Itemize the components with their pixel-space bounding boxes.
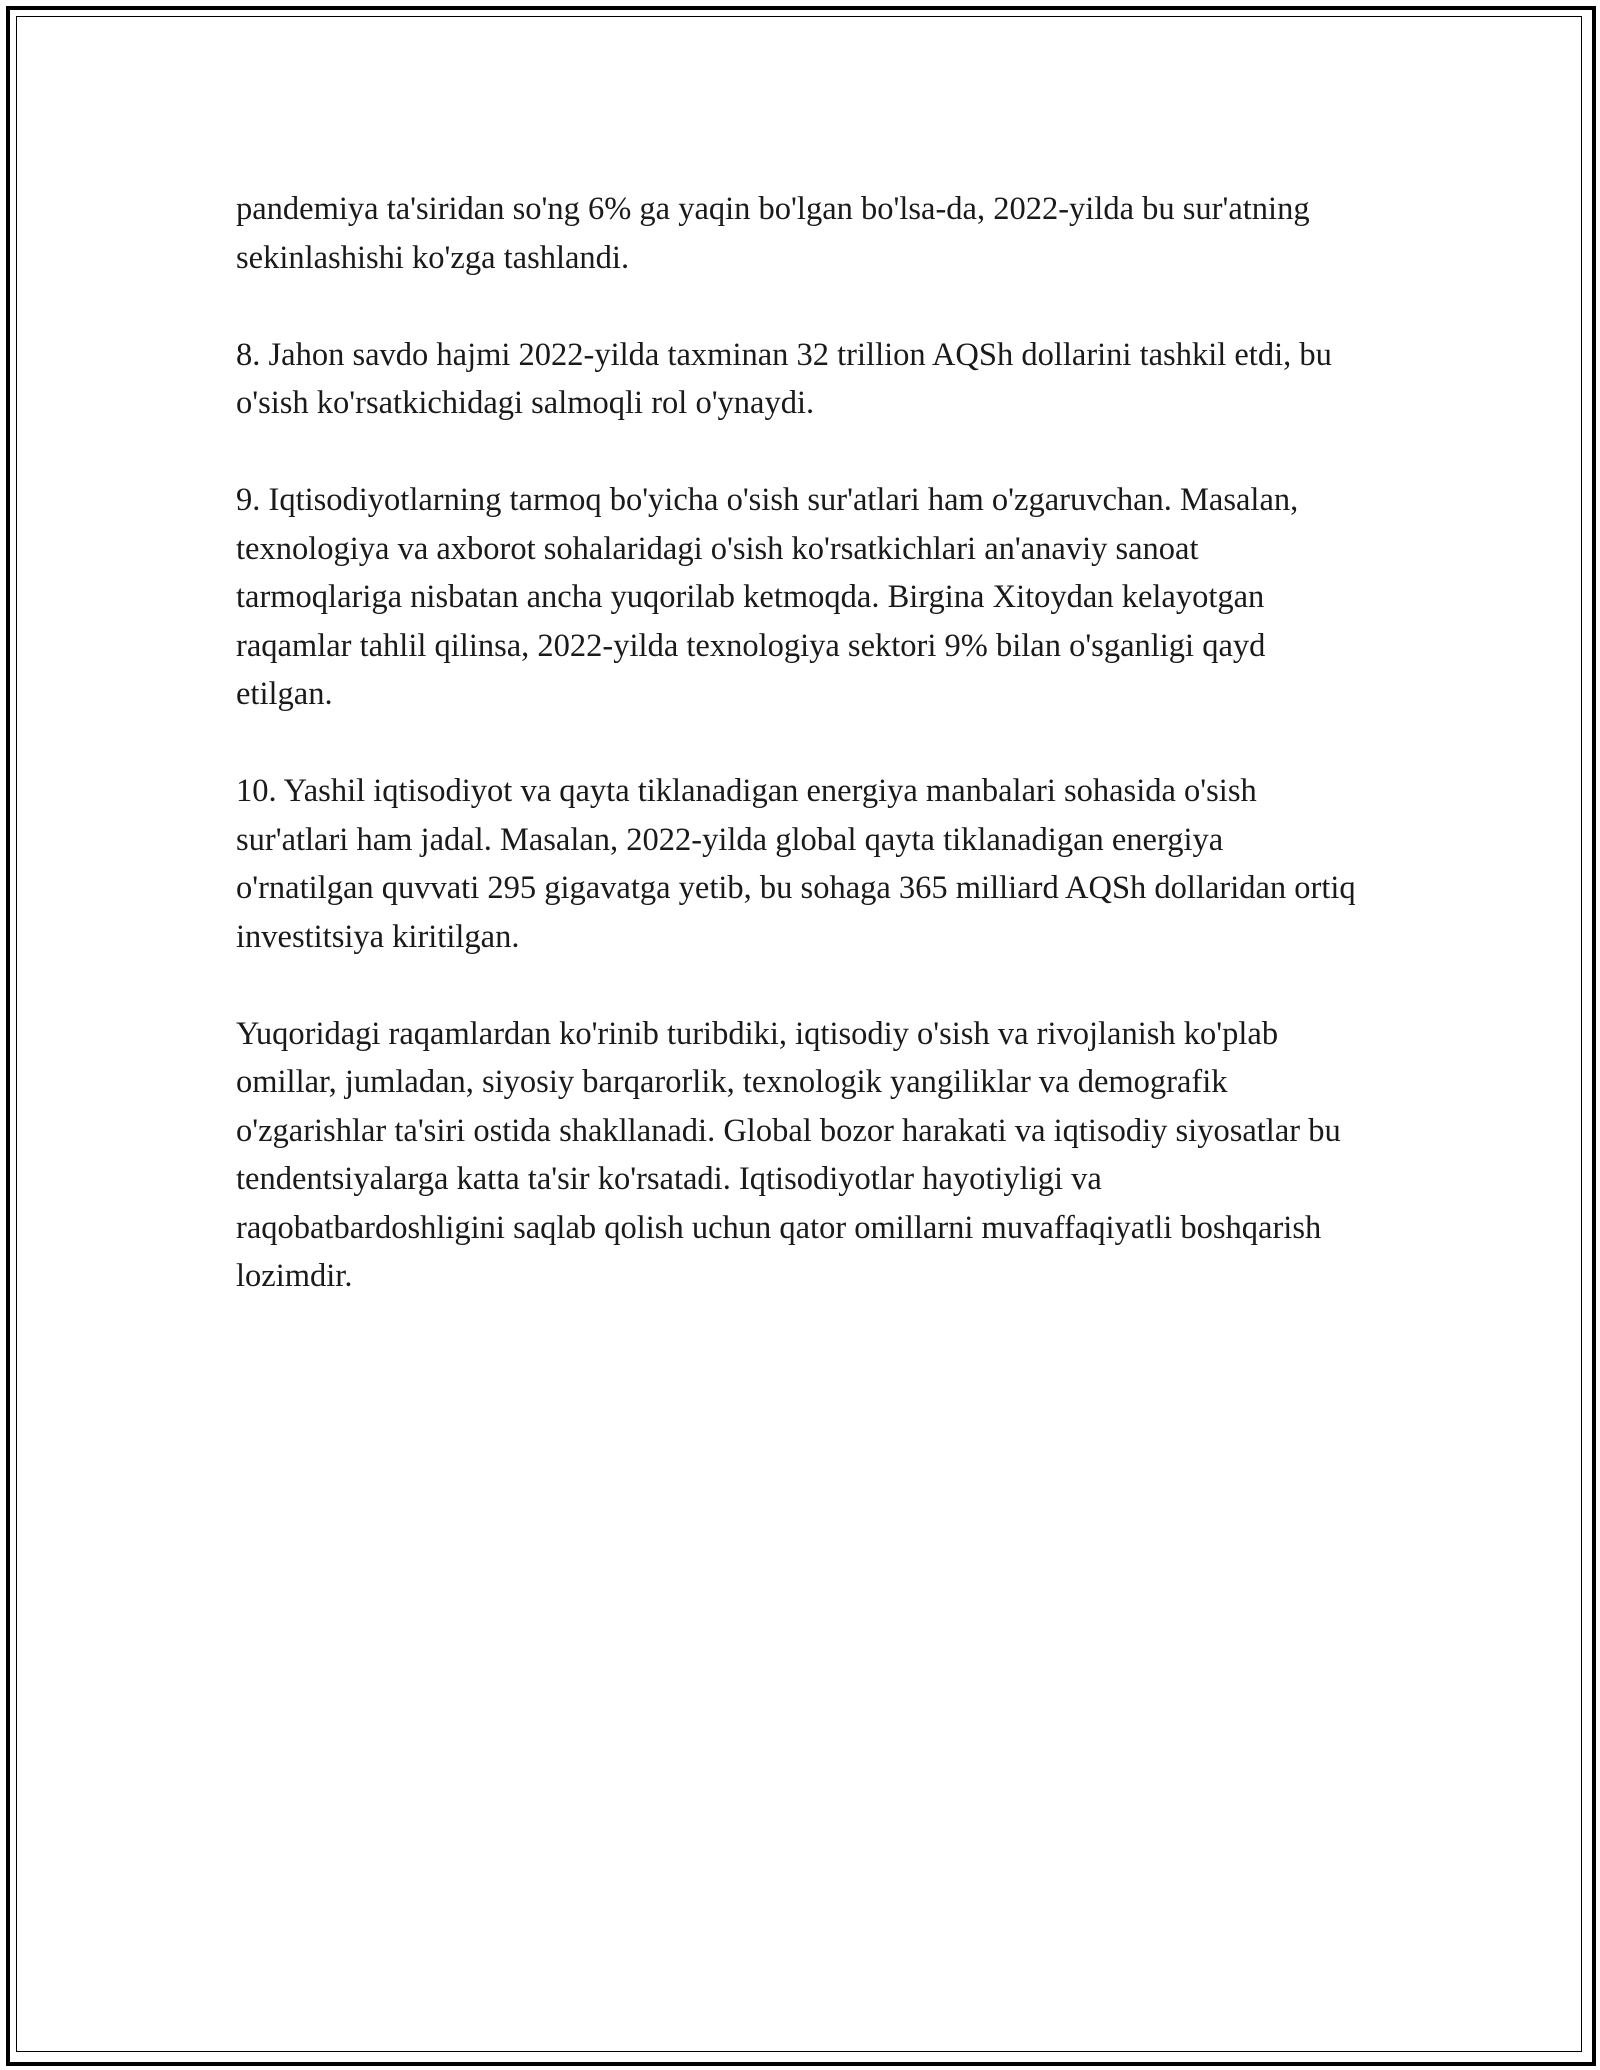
paragraph-item-9: 9. Iqtisodiyotlarning tarmoq bo'yicha o'sish sur'atlari ham o'zgaruvchan. Masalan, texnologiya va axborot sohalaridagi o'sish ko'rsatkichlari an'anaviy sanoat tarmoqlariga nisbatan ancha yuqorilab ketmoqda. Birgina Xitoydan kelayotgan raqamlar tahlil qilinsa, 2022-yilda texnologiya sektori 9% bilan o'sganligi qayd etilgan. (236, 482, 1299, 712)
paragraph-item-8: 8. Jahon savdo hajmi 2022-yilda taxminan 32 trillion AQSh dollarini tashkil etdi, bu o'sish ko'rsatkichidagi salmoqli rol o'ynaydi. (236, 336, 1332, 421)
document-body (236, 185, 1366, 1301)
paragraph-conclusion: Yuqoridagi raqamlardan ko'rinib turibdiki, iqtisodiy o'sish va rivojlanish ko'plab omillar, jumladan, siyosiy barqarorlik, texnologik yangiliklar va demografik o'zgarishlar ta'siri ostida shakllanadi. Global bozor harakati va iqtisodiy siyosatlar bu tendentsiyalarga katta ta'sir ko'rsatadi. Iqtisodiyotlar hayotiyligi va raqobatbardoshligini saqlab qolish uchun qator omillarni muvaffaqiyatli boshqarish lozimdir. (236, 1015, 1341, 1294)
paragraph-continuation: pandemiya ta'siridan so'ng 6% ga yaqin bo'lgan bo'lsa-da, 2022-yilda bu sur'atning sekinlashishi ko'zga tashlandi. (236, 191, 1310, 276)
paragraph-item-10: 10. Yashil iqtisodiyot va qayta tiklanadigan energiya manbalari sohasida o'sish sur'atlari ham jadal. Masalan, 2022-yilda global qayta tiklanadigan energiya o'rnatilgan quvvati 295 gigavatga yetib, bu sohaga 365 milliard AQSh dollaridan ortiq investitsiya kiritilgan. (236, 773, 1356, 955)
